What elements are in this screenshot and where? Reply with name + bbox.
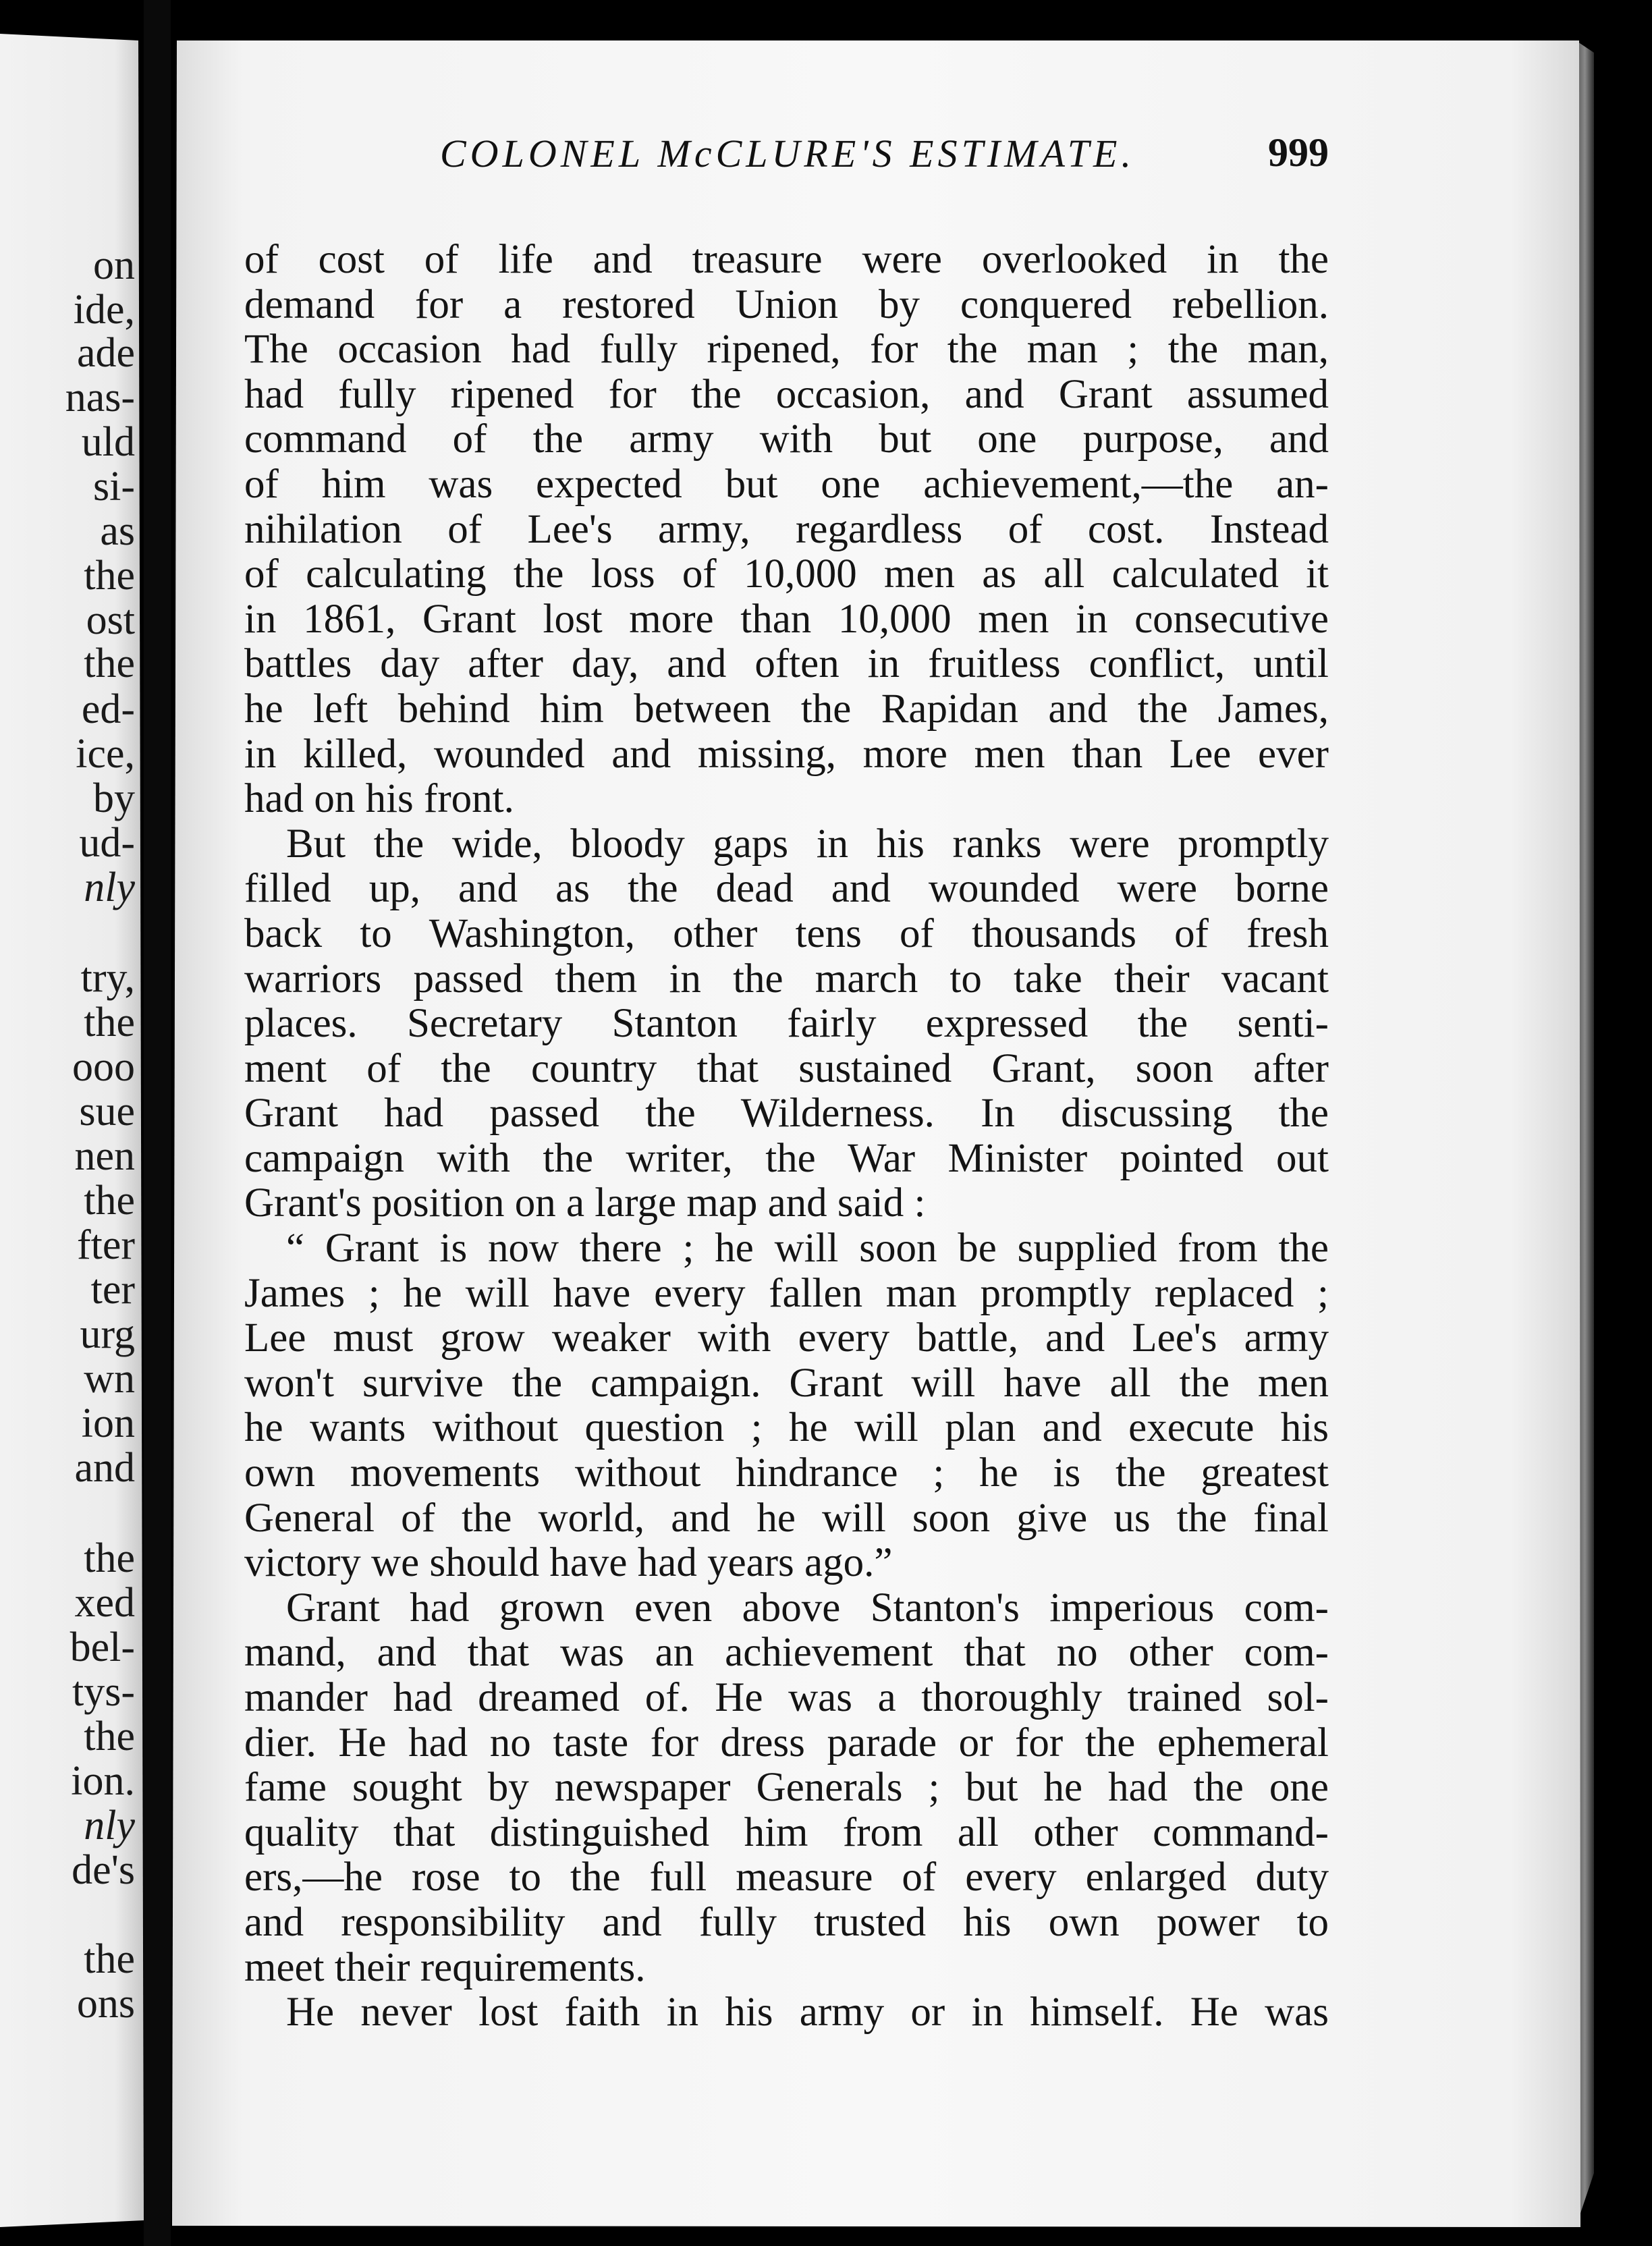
text-line: own movements without hindrance ; he is the greatest	[244, 1451, 1329, 1496]
text-line: fame sought by newspaper Generals ; but he had the one	[244, 1765, 1329, 1811]
text-line: ers,—he rose to the full measure of every enlarged duty	[244, 1855, 1329, 1900]
text-line: Grant had grown even above Stanton's imperious com-	[286, 1585, 1329, 1631]
facing-page-line: the	[84, 1714, 135, 1759]
facing-page-line: nas-	[65, 375, 135, 420]
text-line: But the wide, bloody gaps in his ranks were promptly	[286, 821, 1329, 867]
text-line: Lee must grow weaker with every battle, and Lee's army	[244, 1316, 1329, 1361]
text-line: filled up, and as the dead and wounded were borne	[244, 867, 1329, 912]
facing-page-line: ion	[81, 1400, 135, 1446]
facing-page-line: si-	[93, 464, 135, 510]
text-line: and responsibility and fully trusted his own power to	[244, 1900, 1329, 1945]
text-line: warriors passed them in the march to take their vacant	[244, 956, 1329, 1002]
body-text	[244, 238, 1329, 2035]
facing-page-line: and	[74, 1445, 135, 1491]
facing-page-fragment	[0, 0, 144, 2246]
page-number: 999	[1268, 130, 1329, 175]
facing-page-line: uld	[81, 419, 135, 465]
text-line: mander had dreamed of. He was a thoroughly trained sol-	[244, 1676, 1329, 1720]
paragraph	[244, 238, 1329, 822]
text-line: places. Secretary Stanton fairly expressed the senti-	[244, 1002, 1329, 1047]
text-line: nihilation of Lee's army, regardless of cost. Instead	[244, 507, 1329, 552]
text-line: had fully ripened for the occasion, and Grant assumed	[244, 372, 1329, 417]
facing-page-line: ud-	[79, 820, 135, 866]
text-line: “ Grant is now there ; he will soon be supplied from the	[286, 1226, 1329, 1271]
facing-page-line: bel-	[70, 1624, 135, 1670]
text-line: campaign with the writer, the War Minister pointed out	[244, 1136, 1329, 1181]
facing-page-line: the	[84, 640, 135, 686]
facing-page-line: tys-	[72, 1669, 135, 1715]
facing-page-line: urg	[80, 1311, 135, 1357]
text-line: command of the army with but one purpose, and	[244, 417, 1329, 462]
text-line: mand, and that was an achievement that no other com-	[244, 1631, 1329, 1676]
facing-page-line: ooo	[72, 1044, 135, 1090]
text-line: of calculating the loss of 10,000 men as all calculated it	[244, 552, 1329, 597]
text-line: had on his front.	[244, 777, 514, 822]
text-line: in killed, wounded and missing, more men than Lee ever	[244, 732, 1329, 777]
text-line: he wants without question ; he will plan and execute his	[244, 1406, 1329, 1451]
facing-page-line: ter	[90, 1267, 135, 1313]
text-line: demand for a restored Union by conquered rebellion.	[244, 282, 1329, 327]
facing-page-line: by	[93, 775, 135, 821]
facing-page-line: ion.	[71, 1758, 135, 1804]
text-line: of him was expected but one achievement,—the an-	[244, 462, 1329, 507]
text-line: ment of the country that sustained Grant, soon after	[244, 1046, 1329, 1091]
facing-page-line: the	[84, 1178, 135, 1224]
paragraph	[244, 1586, 1329, 1990]
paragraph	[244, 1226, 1329, 1586]
facing-page-line: xed	[74, 1580, 135, 1626]
text-line: back to Washington, other tens of thousands of fresh	[244, 911, 1329, 956]
text-line: James ; he will have every fallen man promptly replaced ;	[244, 1271, 1329, 1316]
facing-page-line: nly	[84, 865, 135, 910]
facing-page-line: wn	[84, 1356, 135, 1402]
facing-page-line: de's	[72, 1847, 135, 1893]
text-line: General of the world, and he will soon give us the final	[244, 1496, 1329, 1541]
facing-page-line: the	[84, 553, 135, 599]
text-line: dier. He had no taste for dress parade or for the ephemeral	[244, 1720, 1329, 1765]
facing-page-line: fter	[76, 1222, 135, 1268]
text-line: of cost of life and treasure were overlooked in the	[244, 238, 1329, 282]
facing-page-line: nen	[74, 1133, 135, 1179]
text-line: won't survive the campaign. Grant will have all the men	[244, 1361, 1329, 1406]
facing-page-line: nly	[84, 1803, 135, 1848]
text-line: Grant's position on a large map and said :	[244, 1181, 926, 1226]
facing-page-line: on	[93, 242, 135, 288]
text-line: The occasion had fully ripened, for the man ; the man,	[244, 327, 1329, 373]
facing-page-line: ide,	[73, 287, 135, 333]
text-line: battles day after day, and often in fruitless conflict, until	[244, 642, 1329, 687]
facing-page-line: the	[84, 1936, 135, 1982]
text-line: He never lost faith in his army or in himself. He was	[286, 1990, 1329, 2035]
text-line: quality that distinguished him from all other command-	[244, 1810, 1329, 1855]
paragraph	[244, 1990, 1329, 2035]
facing-page-line: sue	[79, 1089, 135, 1134]
facing-page-line: the	[84, 1535, 135, 1581]
facing-page-line: the	[84, 999, 135, 1045]
text-line: in 1861, Grant lost more than 10,000 men in consecutive	[244, 597, 1329, 642]
running-title: COLONEL McCLURE'S ESTIMATE.	[440, 132, 1135, 175]
text-line: Grant had passed the Wilderness. In discussing the	[244, 1091, 1329, 1136]
paragraph	[244, 822, 1329, 1226]
facing-page-line: as	[100, 508, 135, 554]
text-line: victory we should have had years ago.”	[244, 1541, 893, 1586]
running-head	[278, 130, 1329, 186]
facing-page-line: ade	[76, 330, 135, 376]
text-line: he left behind him between the Rapidan and the James,	[244, 686, 1329, 732]
facing-page-line: try,	[80, 955, 135, 1001]
facing-page-line: ed-	[81, 686, 135, 732]
facing-page-line: ons	[76, 1981, 135, 2027]
text-line: meet their requirements.	[244, 1945, 646, 1990]
facing-page-line: ice,	[76, 731, 135, 777]
facing-page-line: ost	[86, 597, 135, 643]
